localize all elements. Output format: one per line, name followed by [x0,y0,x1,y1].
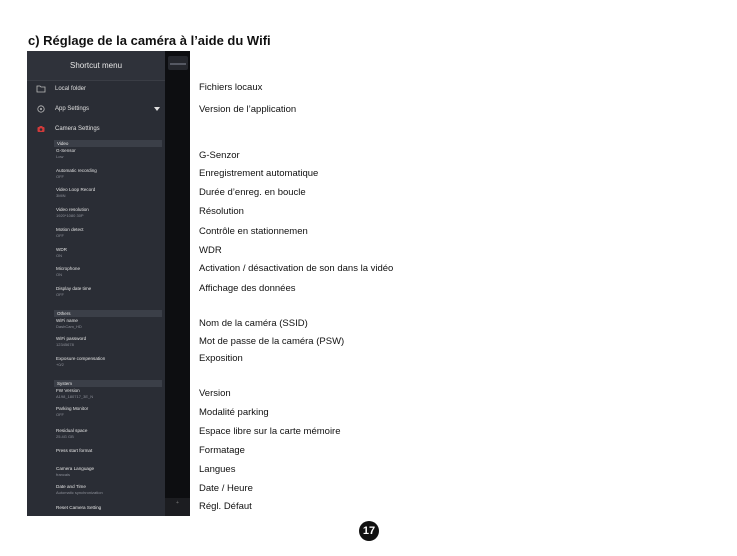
setting-name: WDR [56,247,67,252]
setting-wdr[interactable] [56,247,161,259]
setting-name: FW Version [56,388,80,393]
label-affichage: Affichage des données [199,283,296,294]
menu-camera-settings-label: Camera Settings [55,126,100,132]
menu-local-folder-label: Local folder [55,86,87,92]
setting-value: 12345678 [56,342,74,347]
label-resolution: Résolution [199,206,244,217]
label-enregistrement: Enregistrement automatique [199,168,319,179]
section-heading: c) Réglage de la caméra à l’aide du Wifi [28,33,271,48]
label-version: Version [199,388,231,399]
label-controle-stationnement: Contrôle en stationnemen [199,226,308,237]
label-formatage: Formatage [199,445,245,456]
setting-wifi-name[interactable] [56,318,161,330]
label-espace-libre: Espace libre sur la carte mémoire [199,426,341,437]
setting-value: 25.4G GB [56,434,74,439]
label-son: Activation / désactivation de son dans la vidéo [199,263,394,274]
setting-reset[interactable] [56,505,161,511]
section-video: Video [54,140,162,147]
setting-name: Reset Camera Setting [56,505,102,510]
page-number: 17 [359,521,379,541]
setting-motion-detect[interactable] [56,227,161,239]
setting-value: 1920*1080 30P [56,213,84,218]
setting-residual-space[interactable] [56,428,161,440]
setting-value: 3MIN [56,193,66,198]
setting-name: WiFi name [56,318,78,323]
setting-value: OFF [56,412,64,417]
setting-name: Date and Time [56,484,86,489]
section-system: System [54,380,162,387]
shortcut-drawer [27,51,165,516]
setting-value: +0/2 [56,362,64,367]
setting-name: WiFi password [56,336,87,341]
menu-camera-settings[interactable] [27,120,165,138]
label-langues: Langues [199,464,236,475]
setting-name: Camera Language [56,466,95,471]
setting-value: Low [56,154,64,159]
setting-auto-recording[interactable] [56,168,161,180]
label-wdr: WDR [199,245,222,256]
setting-value: OFF [56,174,64,179]
setting-name: Motion detect [56,227,84,232]
setting-name: Video resolution [56,207,89,212]
folder-icon [36,84,46,94]
setting-loop-record[interactable] [56,187,161,199]
setting-value: ON [56,253,62,258]
setting-name: Parking Monitor [56,406,89,411]
setting-value: OFF [56,233,64,238]
setting-name: Video Loop Record [56,187,96,192]
setting-name: Display date time [56,286,92,291]
label-date-heure: Date / Heure [199,483,253,494]
setting-name: Exposure compensation [56,356,106,361]
label-g-senzor: G-Senzor [199,150,240,161]
setting-value: A198_180717_3E_N [56,394,94,399]
label-fichiers-locaux: Fichiers locaux [199,82,263,93]
setting-value: francais [56,472,71,477]
setting-value: OFF [56,292,64,297]
section-others: Others [54,310,162,317]
setting-name: Residual space [56,428,88,433]
label-regl-defaut: Régl. Défaut [199,501,252,512]
label-duree-boucle: Durée d’enreg. en boucle [199,187,306,198]
setting-value: Automatic synchronization [56,490,103,495]
label-mot-de-passe: Mot de passe de la caméra (PSW) [199,336,345,347]
setting-date-time[interactable] [56,484,161,496]
preview-thumbnail [168,56,188,70]
menu-app-settings-label: App Settings [55,106,90,112]
label-parking: Modalité parking [199,407,269,418]
setting-microphone[interactable] [56,266,161,278]
menu-local-folder[interactable] [27,80,165,98]
setting-value: ON [56,272,62,277]
setting-gsensor[interactable] [56,148,161,160]
setting-parking-monitor[interactable] [56,406,161,418]
preview-bar [170,63,186,65]
label-version-application: Version de l’application [199,104,297,115]
setting-fw-version[interactable] [56,388,161,400]
chevron-down-icon [154,107,160,111]
setting-name: Press start format [56,448,93,453]
camera-icon [36,124,46,134]
setting-name: Microphone [56,266,81,271]
label-nom-camera: Nom de la caméra (SSID) [199,318,308,329]
setting-exposure[interactable] [56,356,161,368]
setting-format[interactable] [56,448,161,454]
setting-value: DashCam_HD [56,324,82,329]
camera-preview-area [165,51,190,516]
setting-camera-language[interactable] [56,466,161,478]
nav-bar-icon[interactable]: + [165,498,190,516]
setting-resolution[interactable] [56,207,161,219]
drawer-title: Shortcut menu [27,51,165,81]
menu-app-settings[interactable] [27,100,165,118]
label-exposition: Exposition [199,353,243,364]
setting-display-date-time[interactable] [56,286,161,298]
app-screenshot [27,51,190,516]
setting-name: G-Sensor [56,148,76,153]
gear-icon [36,104,46,114]
setting-wifi-password[interactable] [56,336,161,348]
setting-name: Automatic recording [56,168,97,173]
